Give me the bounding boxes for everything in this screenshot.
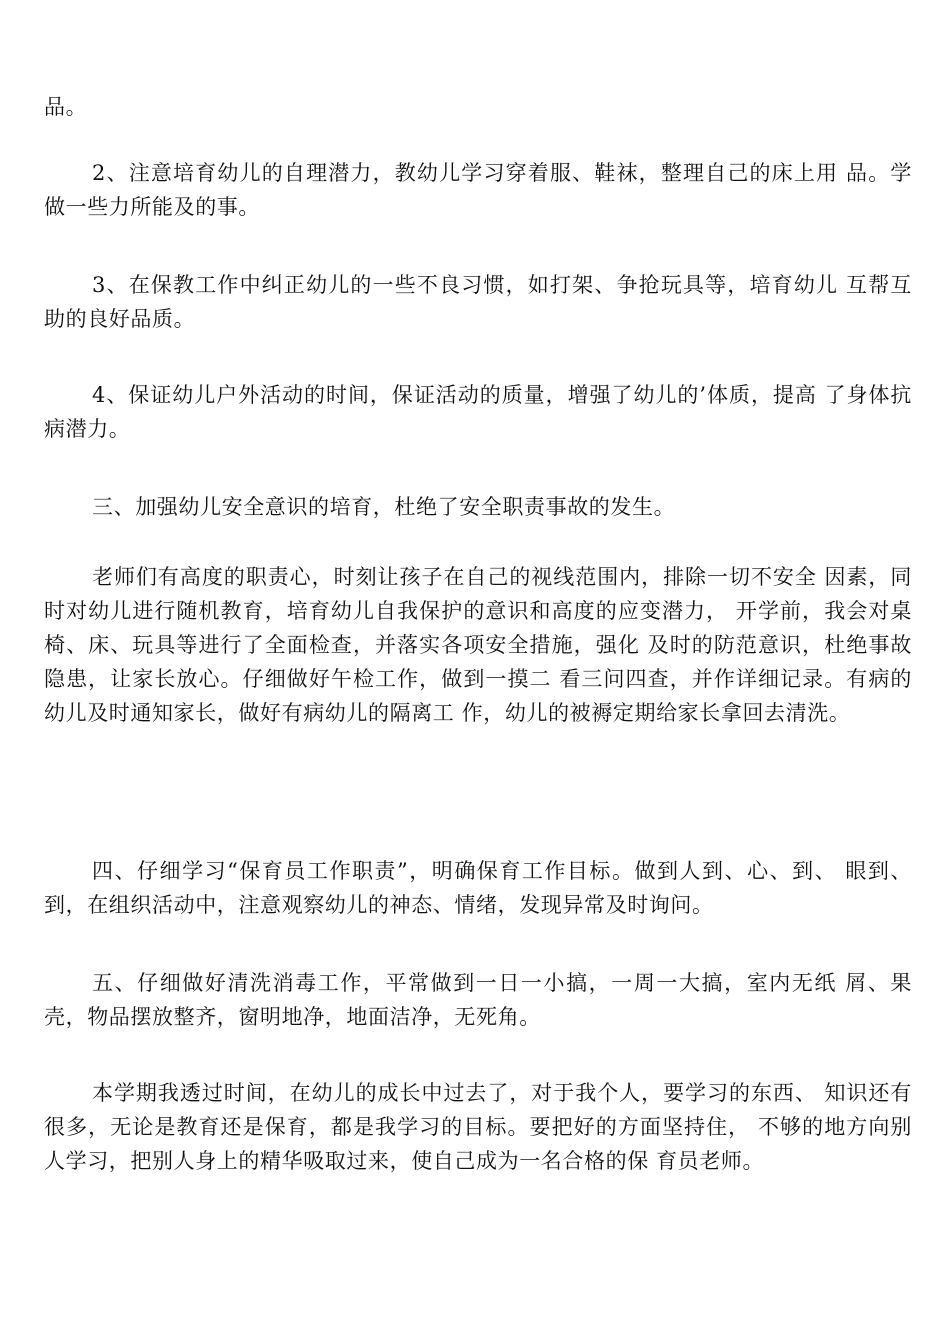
paragraph-continuation: 品。 <box>44 95 88 119</box>
paragraph-safety: 老师们有高度的职责心，时刻让孩子在自己的视线范围内，排除一切不安全 因素，同时对幼儿进行随机教育，培育幼儿自我保护的意识和高度的应变潜力， 开学前，我会对桌椅、床、玩具等进行了全面检查，并落实各项安全措施，强化 及时的防范意识，杜绝事故隐患，让家长放心。仔细做好午检工作，做到一摸二 看三问四查，并作详细记录。有病的幼儿及时通知家长，做好有病幼儿的隔离工 作，幼儿的被褥定期给家长拿回去清洗。 <box>44 565 912 725</box>
paragraph-item-3: 3、在保教工作中纠正幼儿的一些不良习惯，如打架、争抢玩具等，培育幼儿 互帮互助的良好品质。 <box>44 273 912 331</box>
section-heading-four: 四、仔细学习“保育员工作职责”，明确保育工作目标。做到人到、心、到、 眼到、到，在组织活动中，注意观察幼儿的神态、情绪，发现异常及时询问。 <box>44 859 912 917</box>
section-heading-five: 五、仔细做好清洗消毒工作，平常做到一日一小搞，一周一大搞，室内无纸 屑、果壳，物品摆放整齐，窗明地净，地面洁净，无死角。 <box>44 971 912 1029</box>
paragraph-item-2: 2、注意培育幼儿的自理潜力，教幼儿学习穿着服、鞋袜，整理自己的床上用 品。学做一些力所能及的事。 <box>44 161 912 219</box>
paragraph-item-4: 4、保证幼儿户外活动的时间，保证活动的质量，增强了幼儿的’体质，提高 了身体抗病潜力。 <box>44 383 912 441</box>
paragraph-summary: 本学期我透过时间，在幼儿的成长中过去了，对于我个人，要学习的东西、 知识还有很多，无论是教育还是保育，都是我学习的目标。要把好的方面坚持住， 不够的地方向别人学习，把别人身上的精华吸取过来，使自己成为一名合格的保 育员老师。 <box>44 1081 912 1173</box>
section-heading-three: 三、加强幼儿安全意识的培育，杜绝了安全职责事故的发生。 <box>92 495 676 519</box>
